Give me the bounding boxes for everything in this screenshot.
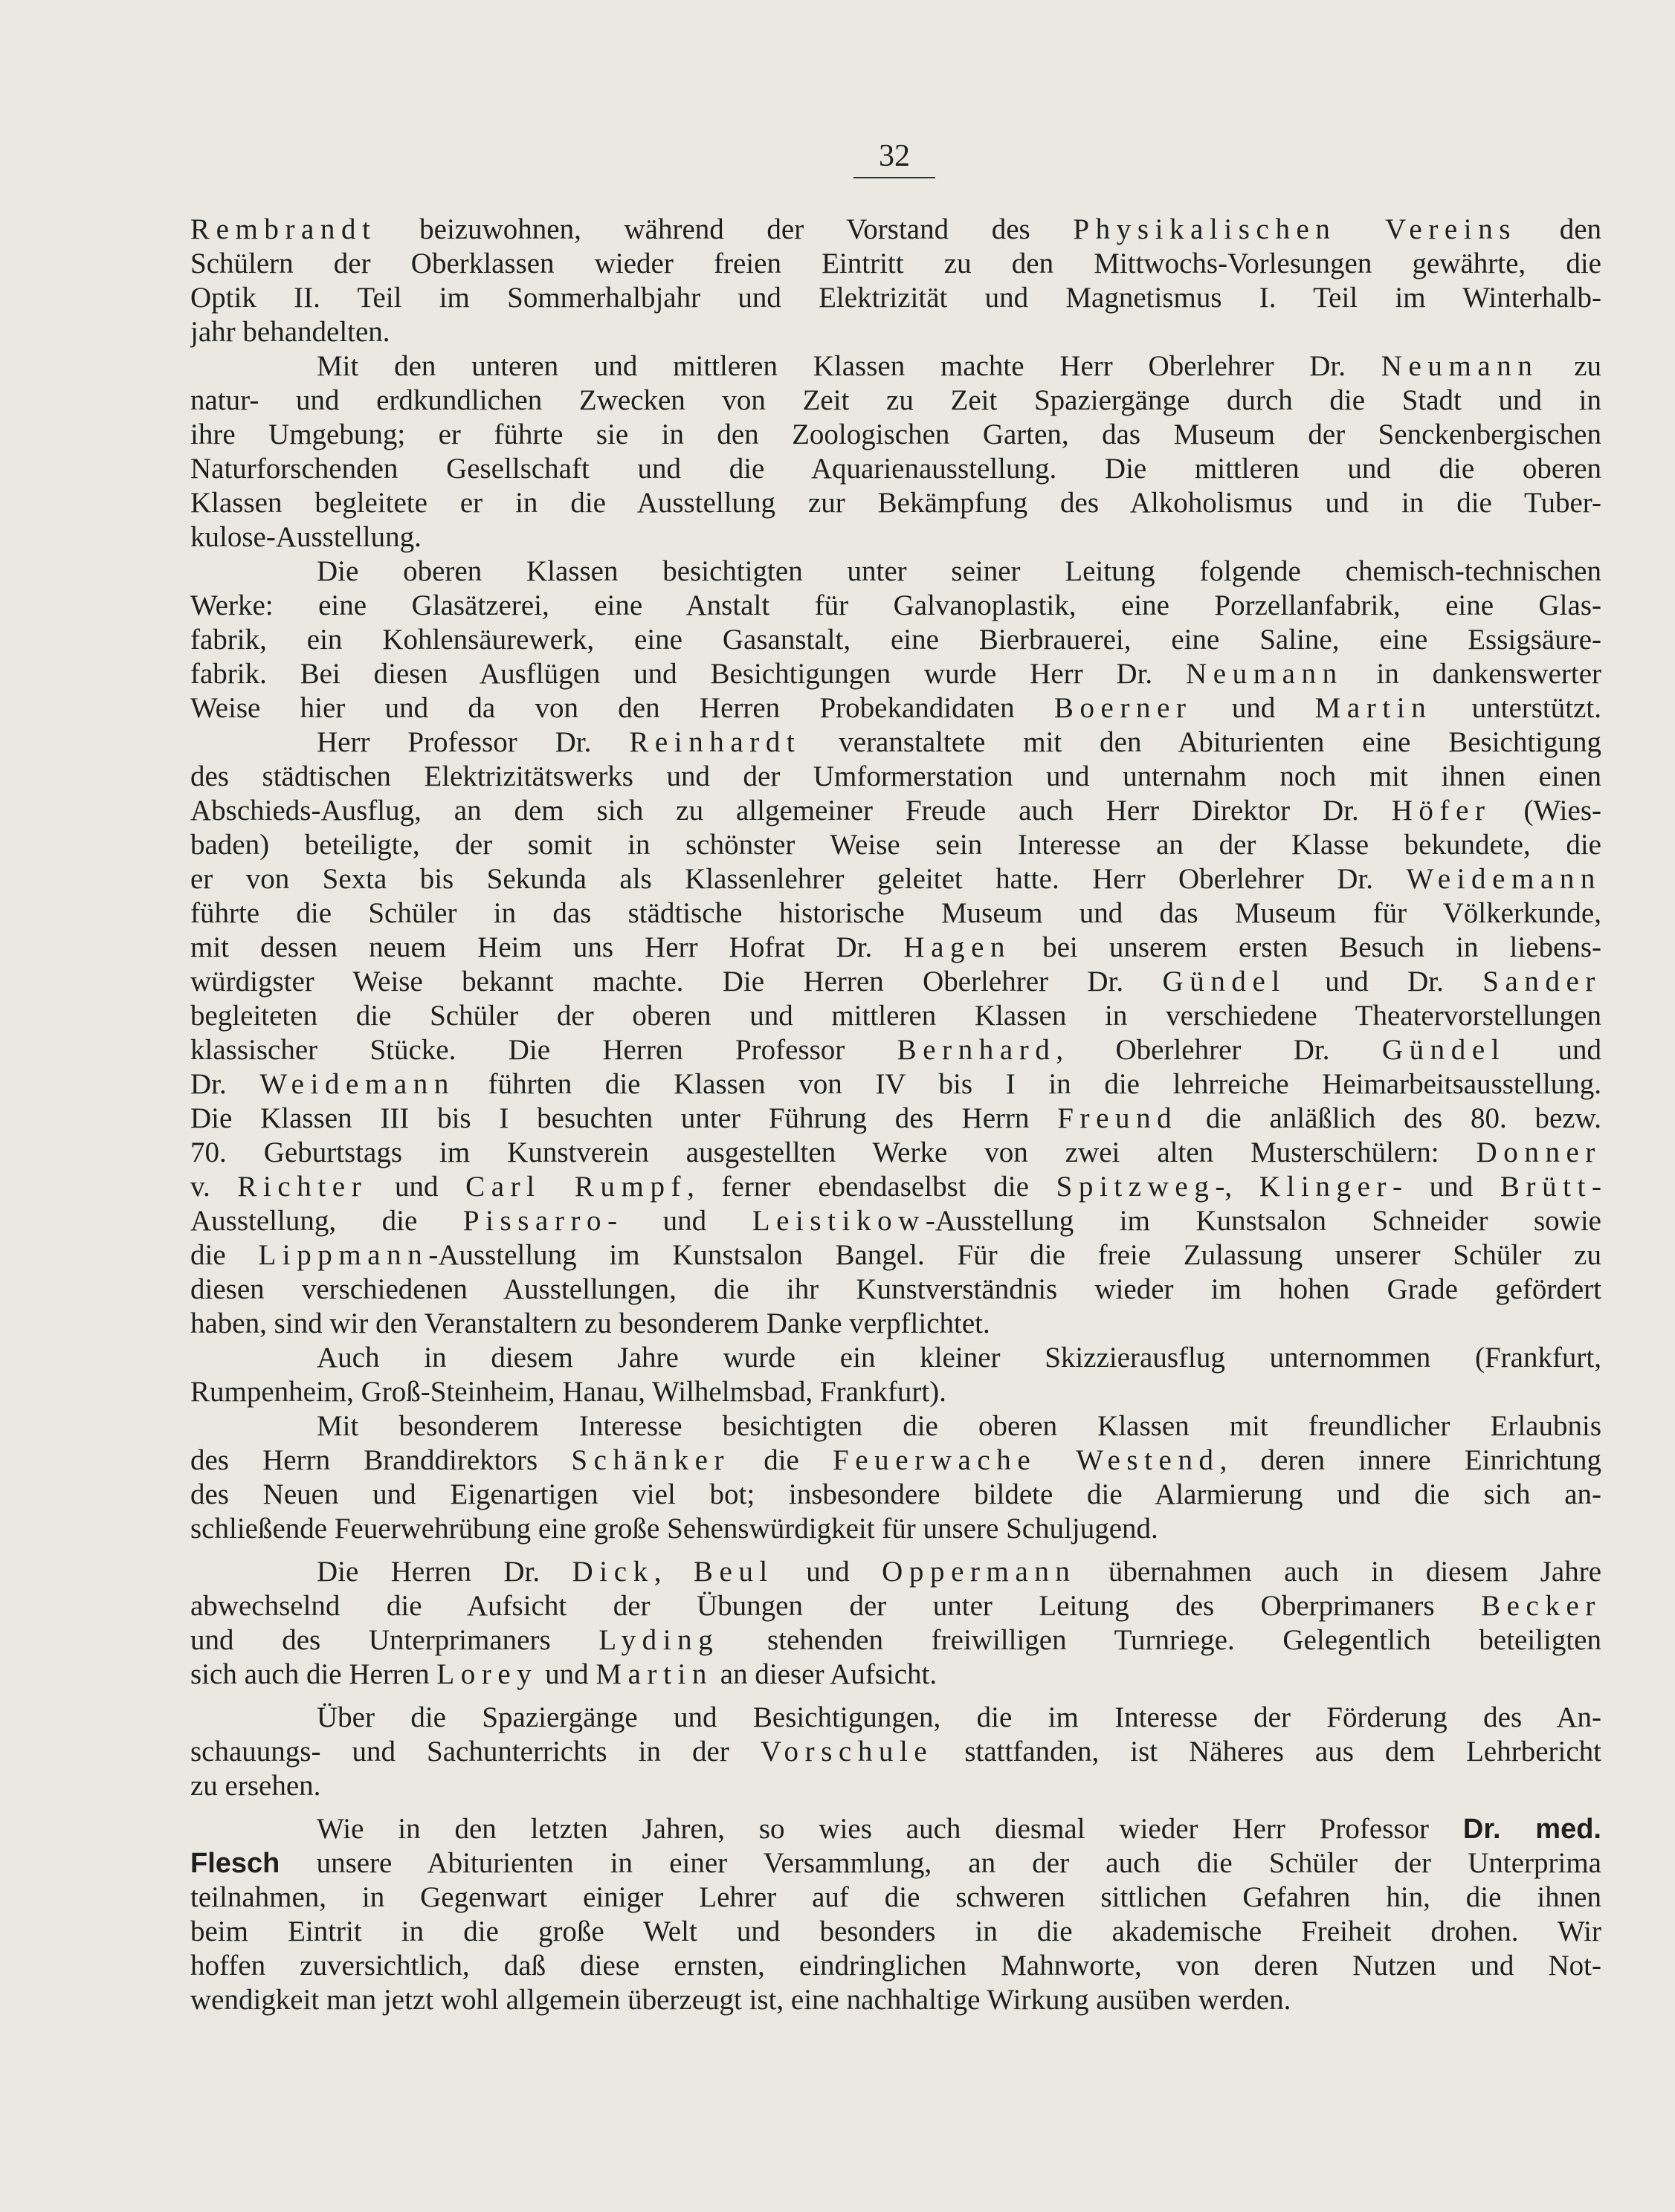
text-segment: Auch in diesem Jahre wurde ein kleiner Skizzierausflug unternommen (Frankfurt,	[317, 1342, 1601, 1374]
text-segment: begleiteten die Schüler der oberen und mittleren Klassen in verschiedene Theatervorstellungen	[190, 1000, 1601, 1032]
page-number: 32	[853, 135, 935, 178]
text-line	[190, 1136, 1601, 1170]
text-segment: schauungs- und Sachunterrichts in der	[190, 1736, 761, 1768]
text-line	[190, 999, 1601, 1033]
text-segment: Wie in den letzten Jahren, so wies auch diesmal wieder Herr Professor	[317, 1813, 1463, 1845]
text-segment: Abschieds-Ausflug, an dem sich zu allgemeiner Freude auch Herr Direktor Dr.	[190, 795, 1392, 827]
text-line	[190, 657, 1601, 691]
spaced-name: Gündel	[1381, 1034, 1506, 1066]
bold-name: Flesch	[190, 1848, 280, 1879]
text-segment: jahr behandelten.	[190, 316, 390, 348]
text-segment: und Dr.	[1285, 966, 1483, 997]
text-segment: führte die Schüler in das städtische historische Museum und das Museum für Völkerkunde,	[190, 897, 1601, 929]
text-segment: sich auch die Herren	[190, 1658, 437, 1690]
text-line	[190, 691, 1601, 725]
text-line	[190, 589, 1601, 623]
text-segment: stattfanden, ist Näheres aus dem Lehrbericht	[933, 1736, 1601, 1768]
text-segment: und	[1192, 692, 1315, 724]
text-segment: , ferner ebendaselbst die	[687, 1171, 1056, 1203]
spaced-name: Lorey	[436, 1658, 538, 1690]
spaced-name: Weidemann	[1406, 863, 1601, 895]
text-segment: v.	[190, 1171, 238, 1203]
text-segment: und	[1505, 1034, 1601, 1066]
text-line	[190, 1512, 1601, 1546]
text-line	[190, 1949, 1601, 1983]
text-segment: des Neuen und Eigenartigen viel bot; insbesondere bildete die Alarmierung und die sich an-	[190, 1478, 1601, 1510]
text-segment: Optik II. Teil im Sommerhalbjahr und Elektrizität und Magnetismus I. Teil im Winterhalb-	[190, 282, 1601, 314]
text-line	[190, 1555, 1601, 1589]
spaced-name: Richter	[237, 1171, 368, 1203]
spaced-name: Sander	[1482, 966, 1601, 997]
text-line	[190, 1812, 1601, 1846]
text-segment: -	[1592, 1171, 1601, 1203]
text-line	[190, 1769, 1601, 1803]
text-segment: baden) beteiligte, der somit in schönster Weise sein Interesse an der Klasse bekundete, die	[190, 829, 1601, 861]
text-segment: , Oberlehrer Dr.	[1056, 1034, 1382, 1066]
spaced-name: Leistikow	[752, 1205, 926, 1237]
text-segment: fabrik. Bei diesen Ausflügen und Besichtigungen wurde Herr Dr.	[190, 658, 1186, 690]
text-segment: Mit den unteren und mittleren Klassen machte Herr Oberlehrer Dr.	[317, 350, 1381, 382]
spaced-name: Pissarro	[462, 1205, 608, 1237]
spaced-name: Oppermann	[882, 1556, 1077, 1588]
text-line	[190, 862, 1601, 896]
text-line	[190, 1735, 1601, 1769]
text-segment: (Wies-	[1491, 795, 1601, 827]
text-segment: Die Klassen III bis I besuchten unter Führung des Herrn	[190, 1102, 1058, 1134]
text-line	[190, 1443, 1601, 1478]
text-line	[190, 1589, 1601, 1623]
text-segment: ihre Umgebung; er führte sie in den Zoologischen Garten, das Museum der Senckenbergischen	[190, 418, 1601, 450]
spaced-name: Lyding	[598, 1624, 720, 1656]
text-segment: an dieser Aufsicht.	[713, 1658, 937, 1690]
spaced-name: Physikalischen Vereins	[1073, 213, 1517, 245]
text-segment: Rumpenheim, Groß-Steinheim, Hanau, Wilhelmsbad, Frankfurt).	[190, 1376, 946, 1408]
spaced-name: Höfer	[1391, 795, 1491, 827]
spaced-name: Becker	[1481, 1590, 1601, 1622]
text-segment: unsere Abiturienten in einer Versammlung, an der auch die Schüler der Unterprima	[280, 1847, 1601, 1879]
spaced-name: Reinhardt	[629, 726, 801, 758]
text-segment: -,	[1215, 1171, 1259, 1203]
text-segment: haben, sind wir den Veranstaltern zu besonderem Danke verpflichtet.	[190, 1307, 990, 1339]
spaced-name: Carl Rumpf	[465, 1171, 688, 1203]
text-line	[190, 931, 1601, 965]
spaced-name: Gündel	[1162, 966, 1286, 997]
spaced-name: Martin	[1314, 692, 1433, 724]
text-segment: Die Herren Dr.	[317, 1556, 572, 1588]
text-segment: beim Eintrit in die große Welt und besonders in die akademische Freiheit drohen. Wir	[190, 1915, 1601, 1947]
text-line	[190, 760, 1601, 794]
text-line	[190, 213, 1601, 247]
text-segment: Die oberen Klassen besichtigten unter seiner Leitung folgende chemisch-technischen	[317, 555, 1601, 587]
spaced-name: Feuerwache Westend	[833, 1444, 1220, 1476]
text-segment: die	[190, 1239, 259, 1271]
text-segment: beizuwohnen, während der Vorstand des	[376, 213, 1074, 245]
text-segment: Über die Spaziergänge und Besichtigungen, die im Interesse der Förderung des An-	[317, 1701, 1601, 1733]
text-line	[190, 1880, 1601, 1915]
spaced-name: Bernhard	[897, 1034, 1056, 1066]
text-segment: fabrik, ein Kohlensäurewerk, eine Gasanstalt, eine Bierbrauerei, eine Saline, eine Essigsäure-	[190, 624, 1601, 656]
text-segment: er von Sexta bis Sekunda als Klassenlehrer geleitet hatte. Herr Oberlehrer Dr.	[190, 863, 1407, 895]
text-segment: natur- und erdkundlichen Zwecken von Zeit zu Zeit Spaziergänge durch die Stadt und in	[190, 384, 1601, 416]
text-line	[190, 1478, 1601, 1512]
text-segment: Naturforschenden Gesellschaft und die Aquarienausstellung. Die mittleren und die oberen	[190, 453, 1601, 485]
text-segment: veranstaltete mit den Abiturienten eine Besichtigung	[801, 726, 1601, 758]
spaced-name: Hagen	[903, 931, 1012, 963]
text-line	[190, 1701, 1601, 1735]
text-segment: bei unserem ersten Besuch in liebens-	[1011, 931, 1601, 963]
body-text	[190, 213, 1601, 2017]
text-line	[190, 554, 1601, 589]
text-segment: ,	[653, 1556, 694, 1588]
text-segment: 70. Geburtstags im Kunstverein ausgestellten Werke von zwei alten Musterschülern:	[190, 1136, 1476, 1168]
spaced-name: Lippmann	[258, 1239, 429, 1271]
text-segment: kulose-Ausstellung.	[190, 521, 422, 553]
text-segment: schließende Feuerwehrübung eine große Sehenswürdigkeit für unsere Schuljugend.	[190, 1513, 1158, 1545]
text-segment: diesen verschiedenen Ausstellungen, die ihr Kunstverständnis wieder im hohen Grade gefördert	[190, 1273, 1601, 1305]
text-line	[190, 1658, 1601, 1692]
text-segment: klassischer Stücke. Die Herren Professor	[190, 1034, 897, 1066]
text-line	[190, 1204, 1601, 1238]
text-segment: und	[367, 1171, 466, 1203]
text-segment: führten die Klassen von IV bis I in die lehrreiche Heimarbeitsausstellung.	[454, 1068, 1601, 1100]
text-line	[190, 452, 1601, 486]
text-line	[190, 725, 1601, 760]
spaced-name: Brütt	[1500, 1171, 1592, 1203]
text-line	[190, 349, 1601, 384]
text-line	[190, 1102, 1601, 1136]
text-line	[190, 1238, 1601, 1272]
spaced-name: Rembrandt	[190, 213, 377, 245]
text-segment: zu	[1538, 350, 1601, 382]
text-segment: wendigkeit man jetzt wohl allgemein überzeugt ist, eine nachhaltige Wirkung ausüben werden.	[190, 1984, 1291, 2016]
spaced-name: Neumann	[1381, 350, 1539, 382]
text-line	[190, 1341, 1601, 1375]
text-segment: Schülern der Oberklassen wieder freien Eintritt zu den Mittwochs-Vorlesungen gewährte, die	[190, 248, 1601, 279]
spaced-name: Vorschule	[760, 1736, 934, 1768]
text-segment: und	[773, 1556, 882, 1588]
text-segment: mit dessen neuem Heim uns Herr Hofrat Dr.	[190, 931, 904, 963]
bold-name: Dr. med.	[1462, 1814, 1601, 1845]
spaced-name: Schänker	[571, 1444, 731, 1476]
spaced-name: Martin	[596, 1658, 714, 1690]
text-line	[190, 896, 1601, 931]
text-line	[190, 1846, 1601, 1880]
spaced-name: Freund	[1057, 1102, 1178, 1134]
text-line	[190, 418, 1601, 452]
text-segment: des Herrn Branddirektors	[190, 1444, 572, 1476]
text-segment: Mit besonderem Interesse besichtigten die oberen Klassen mit freundlicher Erlaubnis	[317, 1410, 1601, 1442]
text-line	[190, 1067, 1601, 1102]
text-segment: teilnahmen, in Gegenwart einiger Lehrer auf die schweren sittlichen Gefahren hin, die ihnen	[190, 1881, 1601, 1913]
text-segment: die anläßlich des 80. bezw.	[1178, 1102, 1601, 1134]
text-line	[190, 965, 1601, 999]
text-segment: stehenden freiwilligen Turnriege. Gelegentlich beteiligten	[719, 1624, 1601, 1656]
text-line	[190, 1983, 1601, 2017]
text-line	[190, 520, 1601, 554]
text-segment: , deren innere Einrichtung	[1219, 1444, 1601, 1476]
text-line	[190, 623, 1601, 657]
text-line	[190, 1272, 1601, 1307]
text-line	[190, 1623, 1601, 1658]
spaced-name: Neumann	[1185, 658, 1343, 690]
text-line	[190, 384, 1601, 418]
text-line	[190, 281, 1601, 315]
text-line	[190, 1409, 1601, 1443]
text-segment: und des Unterprimaners	[190, 1624, 599, 1656]
text-line	[190, 486, 1601, 520]
text-segment: Weise hier und da von den Herren Probekandidaten	[190, 692, 1054, 724]
text-segment: -Ausstellung im Kunstsalon Schneider sowie	[925, 1205, 1601, 1237]
text-segment: unterstützt.	[1432, 692, 1601, 724]
text-segment: die	[730, 1444, 833, 1476]
text-segment: hoffen zuversichtlich, daß diese ernsten, eindringlichen Mahnworte, von deren Nutzen und Not-	[190, 1950, 1601, 1982]
text-segment: Ausstellung, die	[190, 1205, 463, 1237]
text-line	[190, 828, 1601, 862]
spaced-name: Klinger	[1259, 1171, 1393, 1203]
text-segment: - und	[607, 1205, 752, 1237]
text-segment: Klassen begleitete er in die Ausstellung zur Bekämpfung des Alkoholismus und in die Tuber-	[190, 487, 1601, 519]
text-line	[190, 315, 1601, 349]
text-line	[190, 1375, 1601, 1409]
spaced-name: Donner	[1476, 1136, 1601, 1168]
text-line	[190, 1033, 1601, 1067]
text-segment: -Ausstellung im Kunstsalon Bangel. Für die freie Zulassung unserer Schüler zu	[428, 1239, 1601, 1271]
text-segment: in dankenswerter	[1343, 658, 1601, 690]
text-segment: und	[538, 1658, 596, 1690]
spaced-name: Dick	[572, 1556, 654, 1588]
text-line	[190, 1170, 1601, 1204]
text-segment: den	[1517, 213, 1601, 245]
text-segment: würdigster Weise bekannt machte. Die Herren Oberlehrer Dr.	[190, 966, 1163, 997]
text-line	[190, 1915, 1601, 1949]
text-line	[190, 794, 1601, 828]
text-segment: zu ersehen.	[190, 1770, 321, 1802]
spaced-name: Weidemann	[259, 1068, 455, 1100]
text-segment: abwechselnd die Aufsicht der Übungen der unter Leitung des Oberprimaners	[190, 1590, 1482, 1622]
text-segment: übernahmen auch in diesem Jahre	[1076, 1556, 1601, 1588]
text-segment: des städtischen Elektrizitätswerks und der Umformerstation und unternahm noch mit ihnen einen	[190, 760, 1601, 792]
text-line	[190, 1307, 1601, 1341]
spaced-name: Spitzweg	[1056, 1171, 1216, 1203]
text-line	[190, 247, 1601, 281]
text-segment: Herr Professor Dr.	[317, 726, 630, 758]
spaced-name: Beul	[693, 1556, 774, 1588]
text-segment: - und	[1392, 1171, 1500, 1203]
spaced-name: Boerner	[1053, 692, 1192, 724]
text-segment: Werke: eine Glasätzerei, eine Anstalt für Galvanoplastik, eine Porzellanfabrik, eine Glas-	[190, 589, 1601, 621]
text-segment: Dr.	[190, 1068, 260, 1100]
